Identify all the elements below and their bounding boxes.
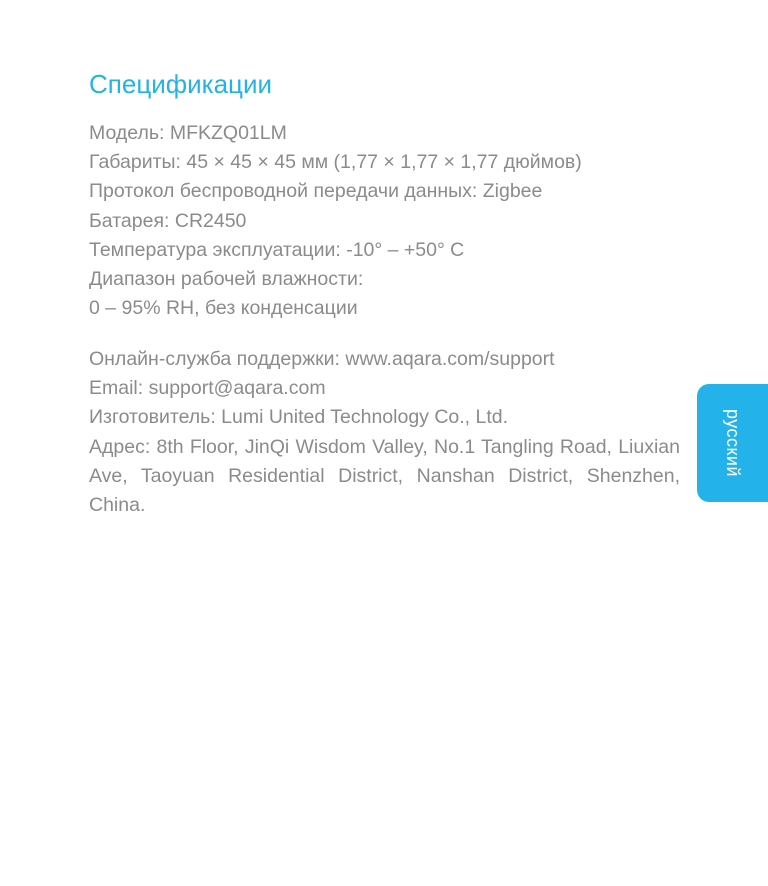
manufacturer-line: Изготовитель: Lumi United Technology Co., Ltd. [89,406,509,429]
spec-battery: Батарея: CR2450 [89,209,247,232]
spec-humidity-label: Диапазон рабочей влажности: [89,268,364,291]
spec-model: Модель: MFKZQ01LM [89,122,287,144]
email-line: Email: support@aqara.com [89,377,326,400]
spec-wireless-protocol: Протокол беспроводной передачи данных: Zigbee [89,180,543,203]
language-tab-label: русский [722,408,743,478]
language-tab [697,384,768,502]
page-title: Спецификации [89,69,272,99]
contact-info [89,345,680,520]
support-line: Онлайн-служба поддержки: www.aqara.com/support [89,348,555,370]
address-paragraph: Адрес: 8th Floor, JinQi Wisdom Valley, No.1 Tangling Road, Liuxian Ave, Taoyuan Residential District, Nanshan District, Shenzhen, China. [89,435,680,517]
spec-dimensions: Габариты: 45 × 45 × 45 мм (1,77 × 1,77 × 1,77 дюймов) [89,151,582,174]
specifications-list [89,119,680,323]
spec-humidity-value: 0 – 95% RH, без конденсации [89,297,358,320]
spec-operating-temperature: Температура эксплуатации: -10° – +50° C [89,238,465,261]
